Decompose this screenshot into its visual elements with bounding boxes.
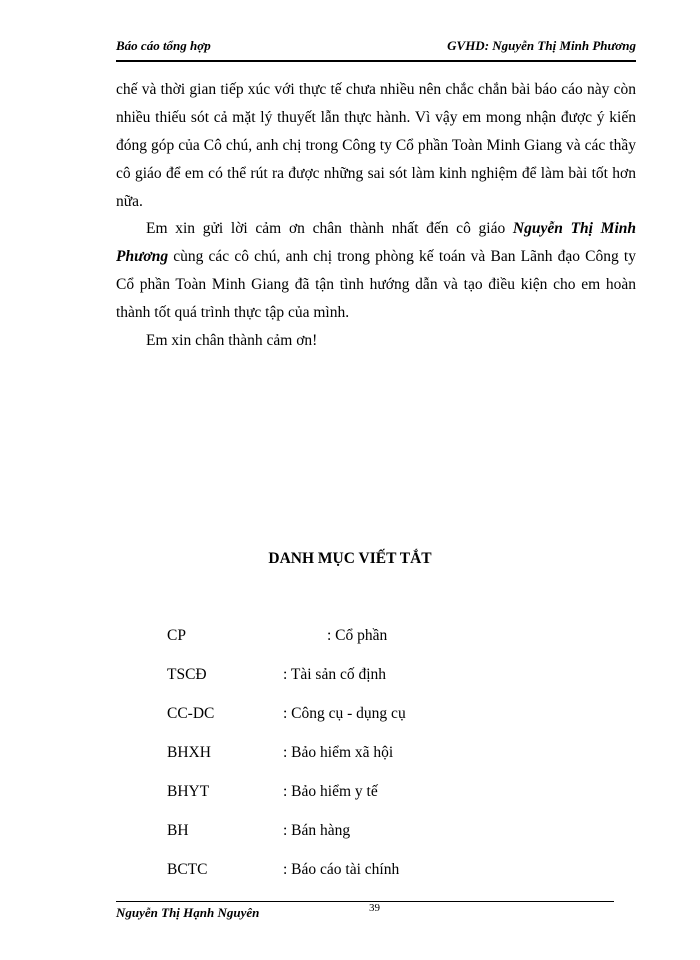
abbreviation-meaning: : Công cụ - dụng cụ — [283, 705, 406, 722]
page-number: 39 — [369, 902, 380, 914]
abbreviation-meaning: : Bảo hiểm xã hội — [283, 744, 394, 761]
abbreviation-code: CC-DC — [167, 705, 215, 722]
abbreviation-code: BH — [167, 822, 189, 839]
body-paragraph-1: chế và thời gian tiếp xúc với thực tế chưa nhiều nên chắc chắn bài báo cáo này còn nhiều thiếu sót cả mặt lý thuyết lẫn thực hành. Vì vậy em mong nhận được ý kiến đóng góp của Cô chú, anh chị trong Công ty Cổ phần Toàn Minh Giang và các thầy cô giáo để em có thể rút ra được những sai sót làm kinh nghiệm để làm bài tốt hơn nữa. — [116, 81, 636, 210]
abbreviation-code: TSCĐ — [167, 666, 207, 683]
page-header — [116, 38, 636, 58]
paragraph-2-text-start: Em xin gửi lời cảm ơn chân thành nhất đến cô giáo — [146, 220, 513, 237]
abbreviation-meaning: : Bảo hiểm y tế — [283, 783, 378, 800]
section-title: DANH MỤC VIẾT TẮT — [268, 550, 432, 567]
header-supervisor: GVHD: Nguyễn Thị Minh Phương — [447, 38, 636, 53]
abbreviation-code: BCTC — [167, 861, 208, 878]
abbreviation-meaning: : Bán hàng — [283, 822, 351, 839]
header-divider — [116, 60, 636, 62]
abbreviation-code: CP — [167, 627, 186, 644]
abbreviation-meaning: : Báo cáo tài chính — [283, 861, 400, 878]
body-paragraph-3: Em xin chân thành cảm ơn! — [146, 332, 318, 349]
paragraph-2-text-end: cùng các cô chú, anh chị trong phòng kế toán và Ban Lãnh đạo Công ty Cổ phần Toàn Minh Giang đã tận tình hướng dẫn và tạo điều kiện cho em hoàn thành tốt quá trình thực tập của mình. — [116, 248, 636, 321]
supervisor-name: Nguyễn Thị Minh Phương — [116, 220, 637, 265]
abbreviation-code: BHYT — [167, 783, 210, 800]
body-paragraph-2 — [116, 215, 636, 327]
abbreviation-meaning: : Cổ phần — [327, 627, 388, 644]
header-report-title: Báo cáo tổng hợp — [116, 38, 211, 53]
abbreviation-meaning: : Tài sản cố định — [283, 666, 387, 683]
footer-divider — [116, 901, 614, 902]
abbreviation-code: BHXH — [167, 744, 211, 761]
footer-author: Nguyễn Thị Hạnh Nguyên — [116, 905, 260, 920]
